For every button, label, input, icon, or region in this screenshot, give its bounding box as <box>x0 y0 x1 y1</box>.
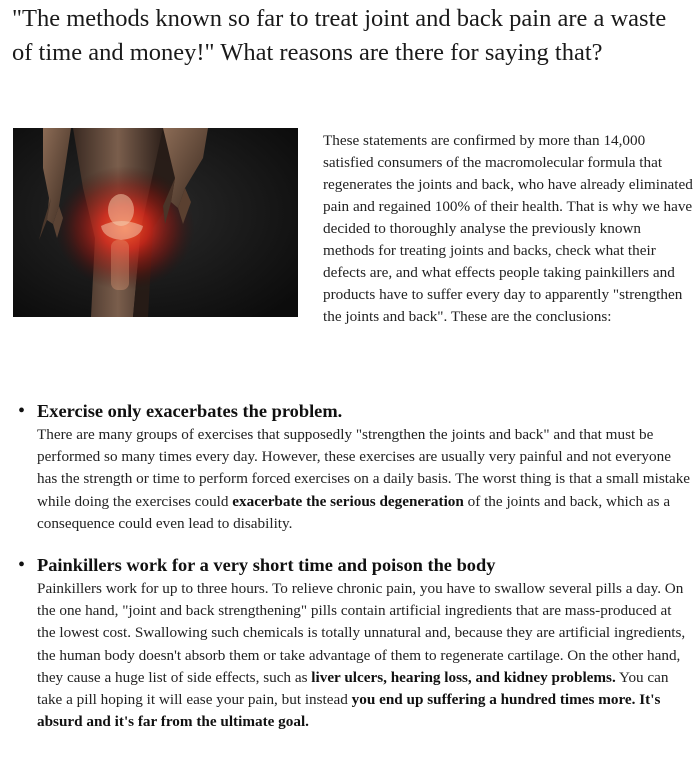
paragraph-text: You can take a pill hoping it will ease your pain, but instead <box>37 668 669 709</box>
emphasis-text: you end up suffering a hundred times more. It's absurd and it's far from the ultimate goal. <box>37 691 661 731</box>
list-item <box>18 552 692 733</box>
paragraph-text: of the joints and back, which as a consequence could even lead to disability. <box>37 492 671 532</box>
section-heading: Exercise only exacerbates the problem. <box>37 401 343 421</box>
section-heading: Painkillers work for a very short time and poison the body <box>37 555 496 576</box>
knee-pain-image <box>13 128 298 317</box>
article-headline: "The methods known so far to treat joint and back pain are a waste of time and money!" What reasons are there for saying that? <box>12 5 667 66</box>
list-item <box>18 398 692 535</box>
bullet-icon: • <box>18 554 26 577</box>
emphasis-text: liver ulcers, hearing loss, and kidney problems. <box>311 668 616 686</box>
section-paragraph <box>37 578 692 733</box>
intro-paragraph: These statements are confirmed by more than 14,000 satisfied consumers of the macromolecular formula that regenerates the joints and back, who have already eliminated pain and regained 100% of their health. That is why we have decided to thoroughly analyse the previously known methods for treating joints and backs, check what their defects are, and what effects people taking painkillers and products have to suffer every day to apparently "strengthen the joints and back". These are the conclusions: <box>323 132 693 325</box>
reasons-list <box>18 398 692 750</box>
section-paragraph <box>37 424 692 535</box>
bullet-icon: • <box>18 400 26 422</box>
paragraph-text: Painkillers work for up to three hours. To relieve chronic pain, you have to swallow several pills a day. On the one hand, "joint and back strengthening" pills contain artificial ingredients that are mass-produced at the lowest cost. Swallowing such chemicals is totally unnatural and, because they are artificial ingredients, the human body doesn't absorb them or take advantage of them to regenerate cartilage. On the other hand, they cause a huge list of side effects, such as <box>37 580 686 686</box>
paragraph-text: There are many groups of exercises that supposedly "strengthen the joints and back" and that must be performed so many times every day. However, these exercises are usually very painful and not everyone has the strength or time to perform forced exercises on a daily basis. The worst thing is that a small mistake while doing the exercises could <box>37 426 691 510</box>
knee-pain-illustration <box>13 128 298 317</box>
emphasis-text: exacerbate the serious degeneration <box>232 492 464 510</box>
